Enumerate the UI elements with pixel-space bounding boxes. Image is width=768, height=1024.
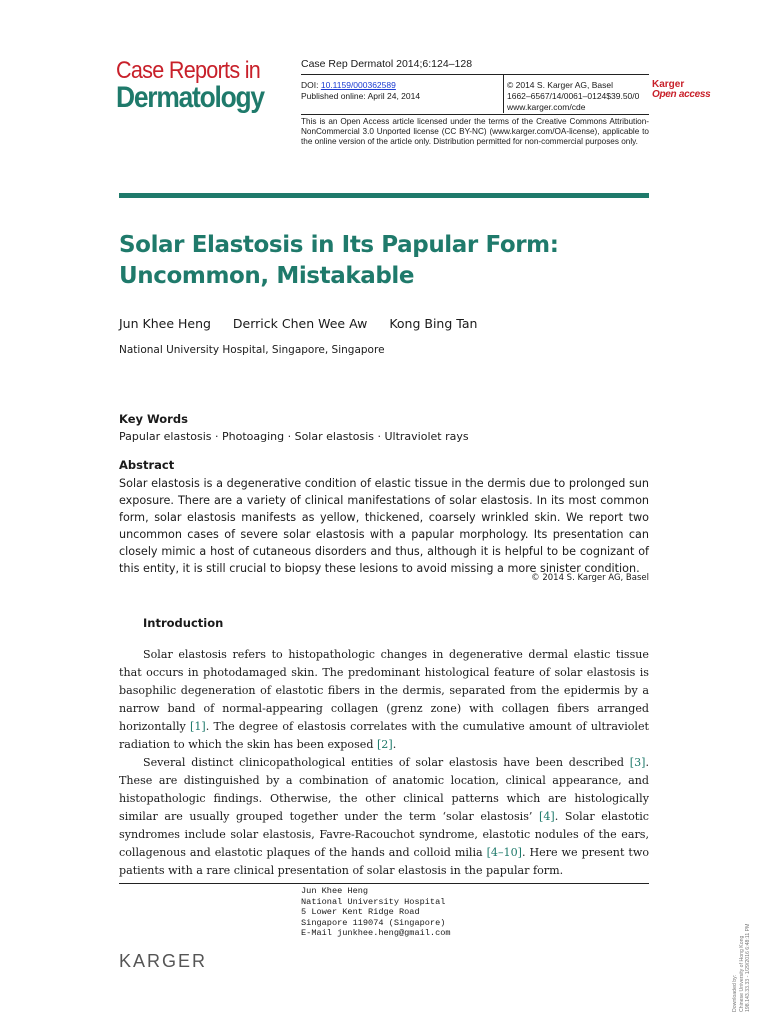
publisher-meta <box>507 80 652 113</box>
publisher-logo: KARGER <box>119 951 208 971</box>
paragraph-text: Several distinct clinicopathological entities of solar elastosis have been described <box>143 756 630 769</box>
reference-link[interactable]: [3] <box>629 756 646 769</box>
paragraph-text: . These are distinguished by a combination of anatomic location, clinical appearance, and histopathologic findings. Otherwise, the other clinical patterns which are histologically similar are usually grouped together under the term ‘solar elastosis’ <box>119 756 649 823</box>
header-rule-top <box>301 74 649 75</box>
header-divider <box>503 75 504 113</box>
doi-label: DOI: <box>301 80 321 90</box>
download-note-line: 198.143.33.33 - 1/29/2016 6:48:11 PM <box>745 923 751 1012</box>
city: Singapore 119074 (Singapore) <box>301 917 446 928</box>
title-divider <box>119 193 649 198</box>
section-heading-introduction: Introduction <box>143 616 224 630</box>
citation: Case Rep Dermatol 2014;6:124–128 <box>301 58 473 70</box>
author: Jun Khee Heng <box>119 316 211 331</box>
download-note-line: Downloaded by: <box>732 974 738 1012</box>
abstract-heading: Abstract <box>119 458 175 472</box>
introduction-body <box>119 646 649 880</box>
copyright: © 2014 S. Karger AG, Basel <box>507 80 613 90</box>
license-text: This is an Open Access article licensed under the terms of the Creative Commons Attribution-NonCommercial 3.0 Unported license (CC BY-NC) (www.karger.com/OA-license), applicable to the online version of the article only. Distribution permitted for non-commercial purposes only. <box>301 117 649 146</box>
institution: National University Hospital <box>301 896 446 907</box>
author-list <box>119 316 495 331</box>
abstract-text: Solar elastosis is a degenerative condition of elastic tissue in the dermis due to prolonged sun exposure. There are a variety of clinical manifestations of solar elastosis. In its most common form, solar elastosis manifests as yellow, thickened, coarsely wrinkled skin. We report two uncommon cases of severe solar elastosis with a papular morphology. Its presentation can closely mimic a host of cutaneous disorders and thus, although it is helpful to be cognizant of this entity, it is still crucial to biopsy these lesions to avoid missing a more sinister condition. <box>119 477 649 575</box>
header-rule-bottom <box>301 114 649 115</box>
open-access-brand: Karger <box>652 79 685 90</box>
abstract-copyright: © 2014 S. Karger AG, Basel <box>531 573 649 583</box>
download-note-line: Chinese University of Hong Kong <box>738 935 745 1012</box>
affiliation: National University Hospital, Singapore, Singapore <box>119 344 385 356</box>
correspondence-address <box>301 886 451 939</box>
author: Kong Bing Tan <box>389 316 478 331</box>
footer-rule <box>119 883 649 884</box>
paragraph-text: . The degree of elastosis correlates with the cumulative amount of ultraviolet radiation to which the skin has been exposed <box>119 720 649 751</box>
journal-logo-line2: Dermatology <box>116 81 264 114</box>
corresponding-author: Jun Khee Heng <box>301 886 369 896</box>
keywords-list: Papular elastosis · Photoaging · Solar elastosis · Ultraviolet rays <box>119 430 469 443</box>
article-title <box>119 230 659 292</box>
paragraph-text: Solar elastosis refers to histopathologic changes in degenerative dermal elastic tissue that occurs in photodamaged skin. The predominant histological feature of solar elastosis is basophilic degeneration of elastotic fibers in the dermis, separated from the epidermis by a narrow band of normal-appearing collagen (grenz zone) with collagen fibers arranged horizontally <box>119 648 649 733</box>
article-meta <box>301 80 501 102</box>
reference-link[interactable]: [4] <box>539 810 555 823</box>
journal-logo-line1: Case Reports in <box>116 57 261 84</box>
paragraph <box>119 754 649 880</box>
open-access-logo <box>652 80 710 100</box>
download-note <box>732 892 752 1012</box>
doi-link[interactable]: 10.1159/000362589 <box>320 80 396 90</box>
title-line1: Solar Elastosis in Its Papular Form: <box>119 232 559 258</box>
issn: 1662–6567/14/0061–0124$39.50/0 <box>507 91 640 101</box>
doi-line <box>301 80 501 91</box>
keywords-heading: Key Words <box>119 412 188 426</box>
open-access-label: Open access <box>652 89 711 100</box>
paragraph-text: . <box>392 738 397 751</box>
paragraph-text: . Here we present two patients with a rare clinical presentation of solar elastosis in the papular form. <box>119 846 649 877</box>
street: 5 Lower Kent Ridge Road <box>301 907 420 917</box>
email-link[interactable]: E-Mail junkhee.heng@gmail.com <box>301 928 451 938</box>
reference-link[interactable]: [1] <box>190 720 206 733</box>
paragraph <box>119 646 649 754</box>
title-line2: Uncommon, Mistakable <box>119 263 415 289</box>
paragraph-text: . Solar elastotic syndromes include solar elastosis, Favre-Racouchot syndrome, elastotic nodules of the ears, collagenous and elastotic plaques of the hands and colloid milia <box>119 810 649 859</box>
journal-logo <box>116 58 284 112</box>
author: Derrick Chen Wee Aw <box>232 316 368 331</box>
reference-link[interactable]: [2] <box>376 738 393 751</box>
published-date: Published online: April 24, 2014 <box>301 91 421 101</box>
reference-link[interactable]: [4–10] <box>486 846 522 859</box>
website-link[interactable]: www.karger.com/cde <box>507 102 586 112</box>
